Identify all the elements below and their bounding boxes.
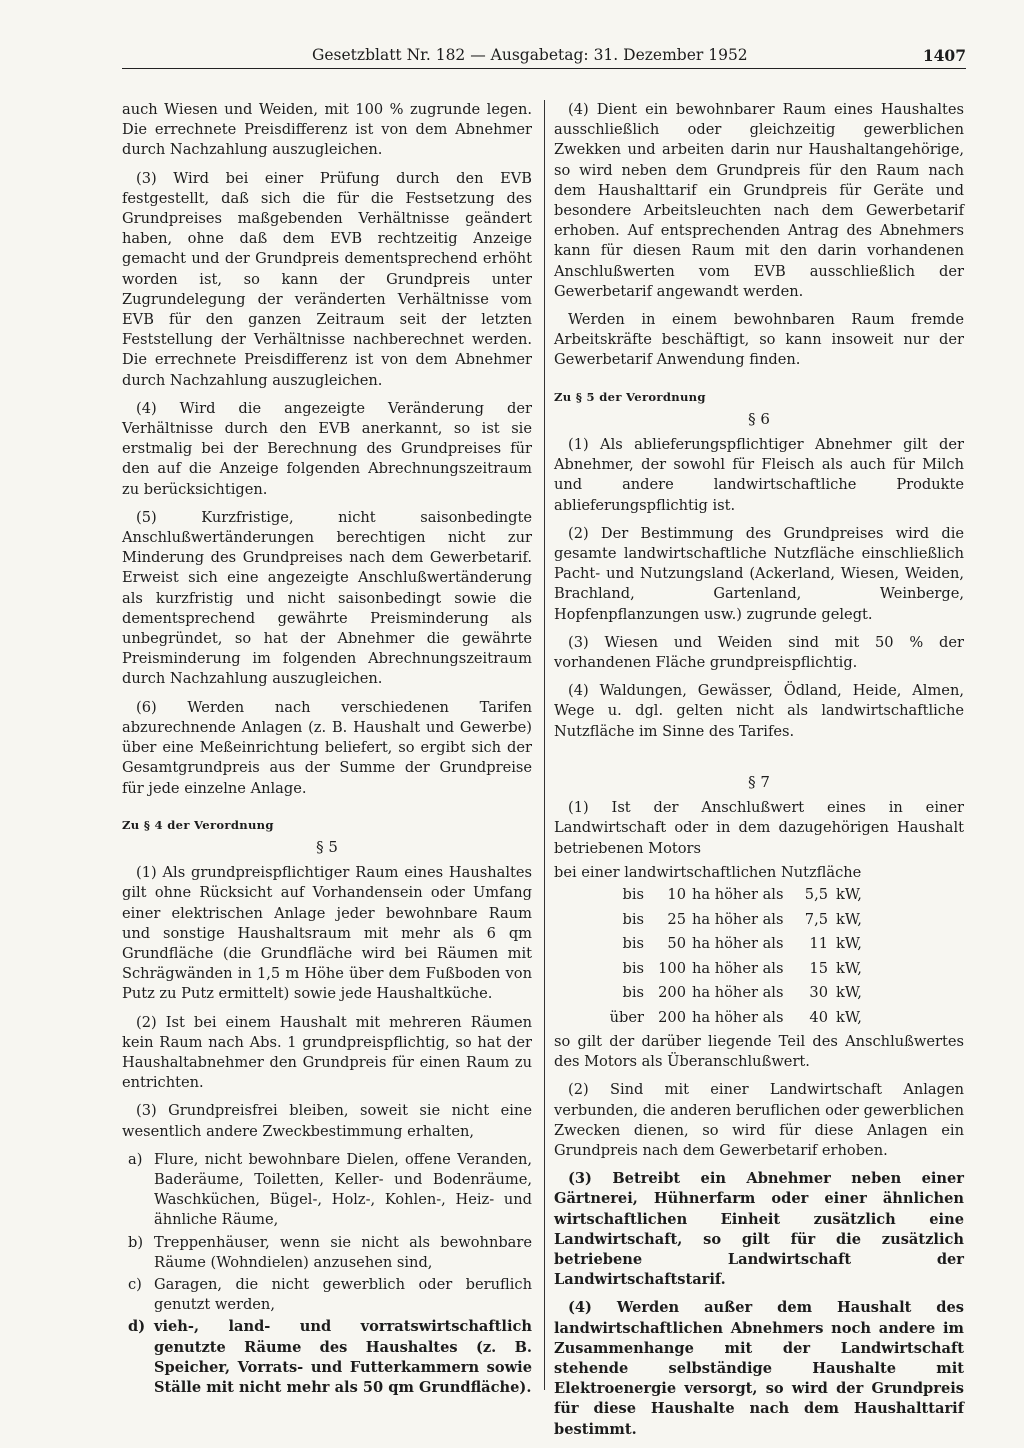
- paragraph: bei einer landwirtschaftlichen Nutzfläche: [554, 863, 862, 881]
- right-column: [554, 100, 964, 1448]
- list-item: d) vieh-, land- und vorratswirtschaftlich genutzte Räume des Haushaltes (z. B. Speicher, Vorrats- und Futterkammern sowie Ställe mit nicht mehr als 50 qm Grundfläche).: [128, 1318, 532, 1396]
- section-heading-zu-5: Zu § 5 der Verordnung: [554, 389, 706, 404]
- paragraph: (2) Der Bestimmung des Grundpreises wird die gesamte landwirtschaftliche Nutzfläche einschließlich Pacht- und Nutzungsland (Ackerland, Wiesen, Weiden, Brachland, Gartenland, Weinberge, Hopfenpflanzungen usw.) zugrunde gelegt.: [554, 524, 964, 623]
- section-heading-zu-4: Zu § 4 der Verordnung: [122, 817, 274, 832]
- paragraph: (6) Werden nach verschiedenen Tarifen abzurechnende Anlagen (z. B. Haushalt und Gewerbe) über eine Meßeinrichtung beliefert, so ergibt sich der Gesamtgrundpreis aus der Summe der Grundpreise für jede einzelne Anlage.: [122, 698, 532, 797]
- table-row: bis 100 ha höher als 15 kW,: [622, 959, 862, 977]
- paragraph: auch Wiesen und Weiden, mit 100 % zugrunde legen. Die errechnete Preisdifferenz ist von dem Abnehmer durch Nachzahlung auszugleichen.: [122, 101, 532, 159]
- section-title-6: § 6: [748, 409, 770, 428]
- paragraph: (4) Wird die angezeigte Veränderung der Verhältnisse durch den EVB anerkannt, so ist sie erstmalig bei der Berechnung des Grundpreises für den auf die Anzeige folgenden Abrechnungszeitraum zu berücksichtigen.: [122, 399, 532, 498]
- paragraph: (3) Betreibt ein Abnehmer neben einer Gärtnerei, Hühnerfarm oder einer ähnlichen wirtschaftlichen Einheit zusätzlich eine Landwirtschaft, so gilt für die zusätzlich betriebene Landwirtschaft der Landwirtschaftstarif.: [554, 1170, 964, 1289]
- section-title-7: § 7: [748, 772, 770, 791]
- paragraph: (3) Wird bei einer Prüfung durch den EVB festgestellt, daß sich die für die Festsetzung des Grundpreises maßgebenden Verhältnisse geändert haben, ohne daß dem EVB rechtzeitig Anzeige gemacht und der Grundpreis dementsprechend erhöht worden ist, so kann der Grundpreis unter Zugrundelegung der veränderten Verhältnisse vom EVB für den ganzen Zeitraum seit der letzten Feststellung der Verhältnisse nachberechnet werden. Die errechnete Preisdifferenz ist von dem Abnehmer durch Nachzahlung auszugleichen.: [122, 169, 532, 389]
- left-column: [122, 100, 532, 1404]
- page-header: [122, 46, 966, 69]
- table-row: bis 25 ha höher als 7,5 kW,: [622, 910, 862, 928]
- paragraph: (4) Dient ein bewohnbarer Raum eines Haushaltes ausschließlich oder gleichzeitig gewerblichen Zwekken und arbeiten darin nur Haushaltangehörige, so wird neben dem Grundpreis für den Raum nach dem Haushalttarif ein Grundpreis für Geräte und besondere Arbeitsleuchten nach dem Gewerbetarif erhoben. Auf entsprechenden Antrag des Abnehmers kann für diesen Raum mit den darin vorhandenen Anschlußwerten vom EVB ausschließlich der Gewerbetarif angewandt werden.: [554, 101, 964, 300]
- table-row: bis 50 ha höher als 11 kW,: [622, 935, 862, 953]
- threshold-table: [554, 883, 964, 1030]
- section-title-5: § 5: [316, 837, 338, 856]
- paragraph: (2) Sind mit einer Landwirtschaft Anlagen verbunden, die anderen beruflichen oder gewerblichen Zwecken dienen, so wird für diese Anlagen ein Grundpreis nach dem Gewerbetarif erhoben.: [554, 1081, 964, 1159]
- exemption-list: [122, 1150, 532, 1398]
- page-number: 1407: [922, 46, 966, 65]
- paragraph: (3) Grundpreisfrei bleiben, soweit sie nicht eine wesentlich andere Zweckbestimmung erhalten,: [122, 1102, 532, 1140]
- paragraph: (1) Als grundpreispflichtiger Raum eines Haushaltes gilt ohne Rücksicht auf Vorhandensein oder Umfang einer elektrischen Anlage jeder bewohnbare Raum und sonstige Haushaltsraum mit mehr als 6 qm Grundfläche (die Grundfläche wird bei Räumen mit Schrägwänden in 1,5 m Höhe über dem Fußboden von Putz zu Putz ermittelt) sowie jede Haushaltküche.: [122, 864, 532, 1003]
- table-row: bis 200 ha höher als 30 kW,: [622, 984, 862, 1002]
- paragraph: (4) Werden außer dem Haushalt des landwirtschaftlichen Abnehmers noch andere im Zusammenhange mit der Landwirtschaft stehende selbständige Haushalte mit Elektroenergie versorgt, so wird der Grundpreis für diese Haushalte nach dem Haushalttarif bestimmt.: [554, 1299, 964, 1438]
- paragraph: (1) Ist der Anschlußwert eines in einer Landwirtschaft oder in dem dazugehörigen Haushalt betriebenen Motors: [554, 799, 964, 857]
- paragraph: (4) Waldungen, Gewässer, Ödland, Heide, Almen, Wege u. dgl. gelten nicht als landwirtschaftliche Nutzfläche im Sinne des Tarifes.: [554, 682, 964, 740]
- list-item: c) Garagen, die nicht gewerblich oder beruflich genutzt werden,: [128, 1275, 532, 1314]
- header-title: Gesetzblatt Nr. 182 — Ausgabetag: 31. Dezember 1952: [312, 46, 748, 64]
- paragraph: so gilt der darüber liegende Teil des Anschlußwertes des Motors als Überanschlußwert.: [554, 1032, 964, 1071]
- paragraph: (3) Wiesen und Weiden sind mit 50 % der vorhandenen Fläche grundpreispflichtig.: [554, 633, 964, 672]
- list-item: b) Treppenhäuser, wenn sie nicht als bewohnbare Räume (Wohndielen) anzusehen sind,: [128, 1233, 532, 1271]
- list-item: a) Flure, nicht bewohnbare Dielen, offene Veranden, Baderäume, Toiletten, Keller- und Bodenräume, Waschküchen, Bügel-, Holz-, Kohlen-, Heiz- und ähnliche Räume,: [128, 1150, 532, 1229]
- table-row: bis 10 ha höher als 5,5 kW,: [622, 886, 862, 904]
- table-row: über 200 ha höher als 40 kW,: [609, 1008, 862, 1026]
- paragraph: (2) Ist bei einem Haushalt mit mehreren Räumen kein Raum nach Abs. 1 grundpreispflichtig, so hat der Haushaltabnehmer den Grundpreis für einen Raum zu entrichten.: [122, 1013, 532, 1092]
- paragraph: Werden in einem bewohnbaren Raum fremde Arbeitskräfte beschäftigt, so kann insoweit nur der Gewerbetarif Anwendung finden.: [554, 311, 964, 369]
- paragraph: (5) Kurzfristige, nicht saisonbedingte Anschlußwertänderungen berechtigen nicht zur Minderung des Grundpreises nach dem Gewerbetarif. Erweist sich eine angezeigte Anschlußwertänderung als kurzfristig und nicht saisonbedingt sowie die dementsprechend gewährte Preisminderung als unbegründet, so hat der Abnehmer die gewährte Preisminderung im folgenden Abrechnungszeitraum durch Nachzahlung auszugleichen.: [122, 508, 532, 688]
- paragraph: (1) Als ablieferungspflichtiger Abnehmer gilt der Abnehmer, der sowohl für Fleisch als auch für Milch und andere landwirtschaftliche Produkte ablieferungspflichtig ist.: [554, 436, 964, 514]
